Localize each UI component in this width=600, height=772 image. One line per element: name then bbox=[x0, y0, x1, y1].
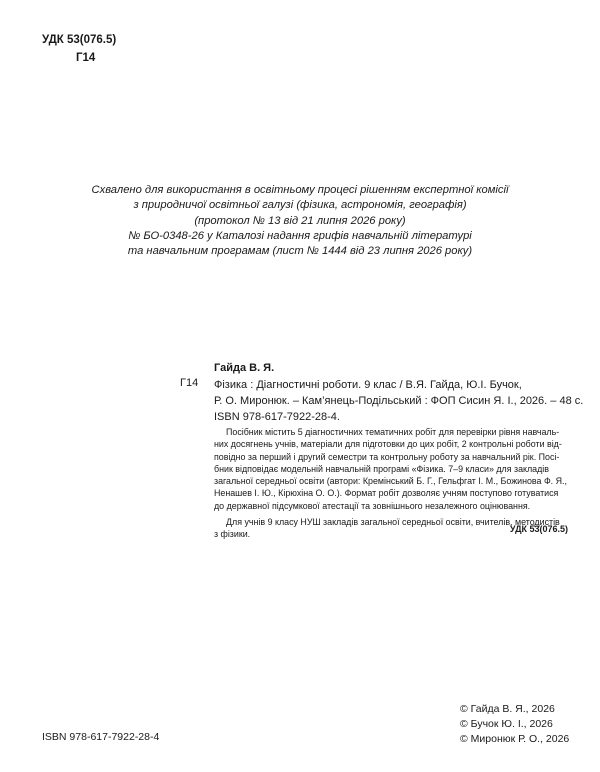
annotation-line: до державної підсумкової атестації та зовнішнього незалежного оцінювання. bbox=[214, 500, 531, 511]
approval-line: з природничої освітньої галузі (фізика, астрономія, географія) bbox=[133, 199, 467, 212]
annotation-line: повідно за перший і другий семестри та контрольну роботу за навчальний рік. Посі- bbox=[214, 451, 560, 462]
annotation-line: них досягнень учнів, матеріали для підготовки до цих робіт, 2 контрольні роботи від- bbox=[214, 439, 562, 450]
annotation-line: Ненашев І. Ю., Кірюхіна О. О.). Формат робіт дозволяє учням поступово готуватися bbox=[214, 488, 559, 499]
copyright-line: © Миронюк Р. О., 2026 bbox=[460, 733, 570, 745]
author-mark: Г14 bbox=[76, 52, 96, 64]
approval-line: та навчальним програмам (лист № 1444 від 23 липня 2026 року) bbox=[127, 245, 473, 258]
biblio-line: Р. О. Миронюк. – Кам’янець-Подільський : ФОП Сисин Я. І., 2026. – 48 с. bbox=[214, 395, 584, 407]
catalog-code: Г14 bbox=[180, 377, 199, 389]
biblio-line: Фізика : Діагностичні роботи. 9 клас / В.Я. Гайда, Ю.І. Бучок, bbox=[214, 379, 522, 391]
approval-statement bbox=[40, 183, 560, 259]
annotation-line: бник відповідає модельній навчальній програмі «Фізика. 7–9 класи» для закладів bbox=[214, 463, 549, 474]
biblio-line: ISBN 978-617-7922-28-4. bbox=[214, 411, 340, 423]
annotation-paragraph bbox=[214, 426, 578, 512]
annotation-line: Посібник містить 5 діагностичних тематичних робіт для перевірки рівня навчаль- bbox=[226, 427, 560, 437]
copyright-line: © Гайда В. Я., 2026 bbox=[460, 703, 555, 715]
copyright-block bbox=[460, 702, 569, 747]
annotation-line: Для учнів 9 класу НУШ закладів загальної середньої освіти, вчителів, методистів bbox=[226, 517, 560, 528]
catalog-udk: УДК 53(076.5) bbox=[509, 524, 568, 534]
udk-header bbox=[42, 31, 116, 67]
udk-code: УДК 53(076.5) bbox=[42, 34, 117, 46]
copyright-line: © Бучок Ю. І., 2026 bbox=[460, 718, 553, 730]
annotation-line: з фізики. bbox=[214, 529, 251, 540]
catalog-author: Гайда В. Я. bbox=[214, 362, 275, 374]
approval-line: Схвалено для використання в освітньому процесі рішенням експертної комісії bbox=[91, 184, 509, 196]
approval-line: № БО-0348-26 у Каталозі надання грифів навчальній літературі bbox=[128, 229, 472, 242]
bibliographic-description bbox=[214, 377, 584, 425]
approval-line: (протокол № 13 від 21 липня 2026 року) bbox=[194, 214, 406, 227]
isbn: ISBN 978-617-7922-28-4 bbox=[42, 731, 160, 743]
annotation-line: загальної середньої освіти (автори: Кремінський Б. Г., Гельфгат І. М., Божинова Ф. Я., bbox=[214, 476, 567, 487]
